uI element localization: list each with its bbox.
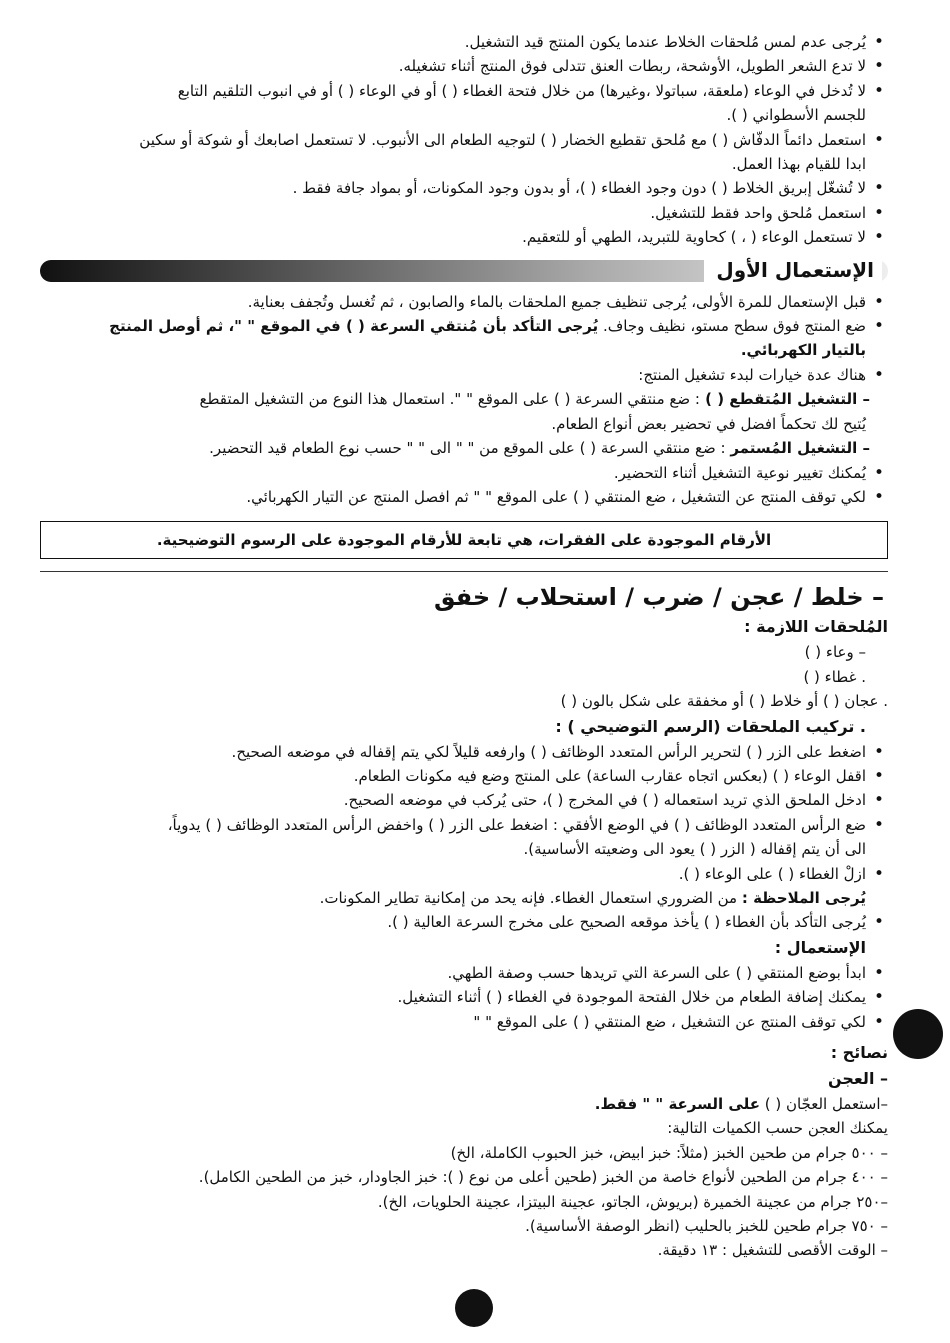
first-use-line: • قبل الإستعمال للمرة الأولى، يُرجى تنظيف جميع الملحقات بالماء والصابون ، ثم تُغسل وتُجفف بعناية.	[40, 290, 888, 314]
first-use-line	[40, 314, 888, 338]
use-step: • ابدأ بوضع المنتقي ( ) على السرعة التي تريدها حسب وصفة الطهي.	[40, 961, 888, 985]
dough-title: – العجن	[827, 1069, 888, 1088]
section-title-mixing: – خلط / عجن / ضرب / استحلاب / خفق	[433, 583, 884, 612]
intro-bullet: • لا تُدخل في الوعاء (ملعقة، سباتولا ،وغيرها) من خلال فتحة الغطاء ( ) أو في الوعاء ( ) أو في انبوب التلقيم التابع	[40, 79, 888, 103]
note-bullet: • يُرجى التأكد بأن الغطاء ( ) يأخذ موقعه الصحيح على مخرج السرعة العالية ( ).	[40, 910, 888, 934]
intro-bullet: • يُرجى عدم لمس مُلحقات الخلاط عندما يكون المنتج قيد التشغيل.	[40, 30, 888, 54]
accessory-item: . عجان ( ) أو خلاط ( ) أو مخفقة على شكل بالون ( )	[560, 692, 888, 711]
speed-text: على السرعة " " فقط.	[594, 1095, 760, 1113]
page	[40, 30, 888, 1263]
assembly-step: • ازلْ الغطاء ( ) على الوعاء ( ).	[40, 862, 888, 886]
dough-quantity: – ٧٥٠ جرام طحين للخبز بالحليب (انظر الوصفة الأساسية).	[525, 1217, 888, 1236]
tips-title: نصائح :	[830, 1043, 888, 1062]
intro-bullet: • لا تستعمل الوعاء ( ، ) كحاوية للتبريد، الطهي أو للتعقيم.	[40, 225, 888, 249]
dough-max-time: – الوقت الأقصى للتشغيل : ١٣ دقيقة.	[657, 1241, 888, 1260]
warning-text: يُرجى التأكد بأن مُنتقي السرعة ( ) في الموقع " "، ثم أوصل المنتج	[109, 317, 599, 336]
use-step: • يمكنك إضافة الطعام من خلال الفتحة الموجودة في الغطاء ( ) أثناء التشغيل.	[40, 985, 888, 1009]
note-line	[40, 886, 888, 910]
assembly-step-continued: الى أن يتم إقفاله ( الزر ( ) يعود الى وضعيته الأساسية).	[523, 840, 866, 859]
assembly-step: • ادخل الملحق الذي تريد استعماله ( ) في المخرج ( )، حتى يُركب في موضعه الصحيح.	[40, 788, 888, 812]
intro-bullet: • استعمل مُلحق واحد فقط للتشغيل.	[40, 201, 888, 225]
accessory-item: – وعاء ( )	[804, 643, 866, 662]
assembly-step: • اضغط على الزر ( ) لتحرير الرأس المتعدد الوظائف ( ) وارفعه قليلاً لكي يتم إقفاله في موضعه الصحيح.	[40, 740, 888, 764]
intro-bullet-continued: ابدا للقيام بهذا العمل.	[731, 155, 866, 174]
text-run: ضع المنتج فوق سطح مستو، نظيف وجاف.	[598, 317, 866, 336]
use-title: الإستعمال :	[774, 937, 866, 957]
first-use-line: • يُمكنك تغيير نوعية التشغيل أثناء التحضير.	[40, 461, 888, 485]
intro-bullet: • لا تدع الشعر الطويل، الأوشحة، ربطات العنق تتدلى فوق المنتج أثناء تشغيله.	[40, 54, 888, 78]
note-text: من الضروري استعمال الغطاء. فإنه يحد من إمكانية تطاير المكونات.	[319, 888, 742, 907]
text-run: : ضع منتقي السرعة ( ) على الموقع من " " الى " " حسب نوع الطعام قيد التحضير.	[209, 439, 731, 458]
text-run: –استعمل العجّان ( )	[759, 1095, 888, 1113]
use-step: • لكي توقف المنتج عن التشغيل ، ضع المنتقي ( ) على الموقع " "	[40, 1010, 888, 1034]
continuous-mode-line	[40, 436, 888, 460]
intro-bullet: • استعمل دائماً الدفّاش ( ) مع مُلحق تقطيع الخضار ( ) لتوجيه الطعام الى الأنبوب. لا تستعمل اصابعك أو شوكة أو سكين	[40, 128, 888, 152]
intro-bullet-continued: للجسم الأسطواني ( ).	[726, 106, 866, 125]
assembly-step: • ضع الرأس المتعدد الوظائف ( ) في الوضع الأفقي : اضغط على الزر ( ) واخفض الرأس المتعدد الوظائف ( ) يدوياً،	[40, 813, 888, 837]
dough-quantity: –٢٥٠ جرام من عجينة الخميرة (بريوش، الجاتو، عجينة البيتزا، عجينة الحلويات، الخ).	[377, 1192, 888, 1211]
intro-bullet: • لا تُشغّل إبريق الخلاط ( ) دون وجود الغطاء ( )، أو بدون وجود المكونات، أو بمواد جافة فقط .	[40, 176, 888, 200]
notice-box: الأرقام الموجودة على الفقرات، هي تابعة للأرقام الموجودة على الرسوم التوضيحية.	[40, 521, 888, 559]
pulse-mode-continued: يُتيح لك تحكماً افضل في تحضير بعض أنواع الطعام.	[551, 414, 866, 433]
first-use-line-continued: بالتيار الكهربائي.	[740, 341, 866, 360]
dough-line	[40, 1092, 888, 1116]
first-use-line: • هناك عدة خيارات لبدء تشغيل المنتج:	[40, 363, 888, 387]
text-run: : ضع منتقي السرعة ( ) على الموقع " ". استعمال هذا النوع من التشغيل المتقطع	[199, 390, 700, 409]
note-label: يُرجى الملاحظة :	[741, 888, 866, 907]
dough-quantity: – ٥٠٠ جرام من طحين الخبز (مثلاً: خبز ابيض، خبز الحبوب الكاملة، الخ)	[450, 1143, 888, 1162]
dough-quantity: – ٤٠٠ جرام من الطحين لأنواع خاصة من الخبز (طحين أعلى من نوع ( ): خبز الجاودار، خبز من الطحين الكامل).	[198, 1168, 888, 1187]
first-use-line: • لكي توقف المنتج عن التشغيل ، ضع المنتقي ( ) على الموقع " " ثم افصل المنتج عن التيار الكهربائي.	[40, 485, 888, 509]
pulse-mode-label: – التشغيل المُتقطع ( )	[699, 390, 870, 409]
divider	[40, 571, 888, 572]
pulse-mode-line	[40, 387, 888, 411]
continuous-mode-label: – التشغيل المُستمر	[730, 439, 870, 458]
side-tab-marker	[893, 1009, 943, 1059]
assembly-title: . تركيب الملحقات (الرسم التوضيحي ) :	[555, 716, 866, 736]
section-header-first-use	[40, 257, 888, 282]
section-title: الإستعمال الأول	[704, 256, 882, 284]
dough-line: يمكنك العجن حسب الكميات التالية:	[667, 1119, 888, 1138]
accessories-title: المُلحقات اللازمة :	[744, 617, 888, 637]
assembly-step: • اقفل الوعاء ( ) (بعكس اتجاه عقارب الساعة) على المنتج وضع فيه مكونات الطعام.	[40, 764, 888, 788]
page-marker	[455, 1289, 493, 1327]
accessory-item: . غطاء ( )	[803, 667, 866, 686]
